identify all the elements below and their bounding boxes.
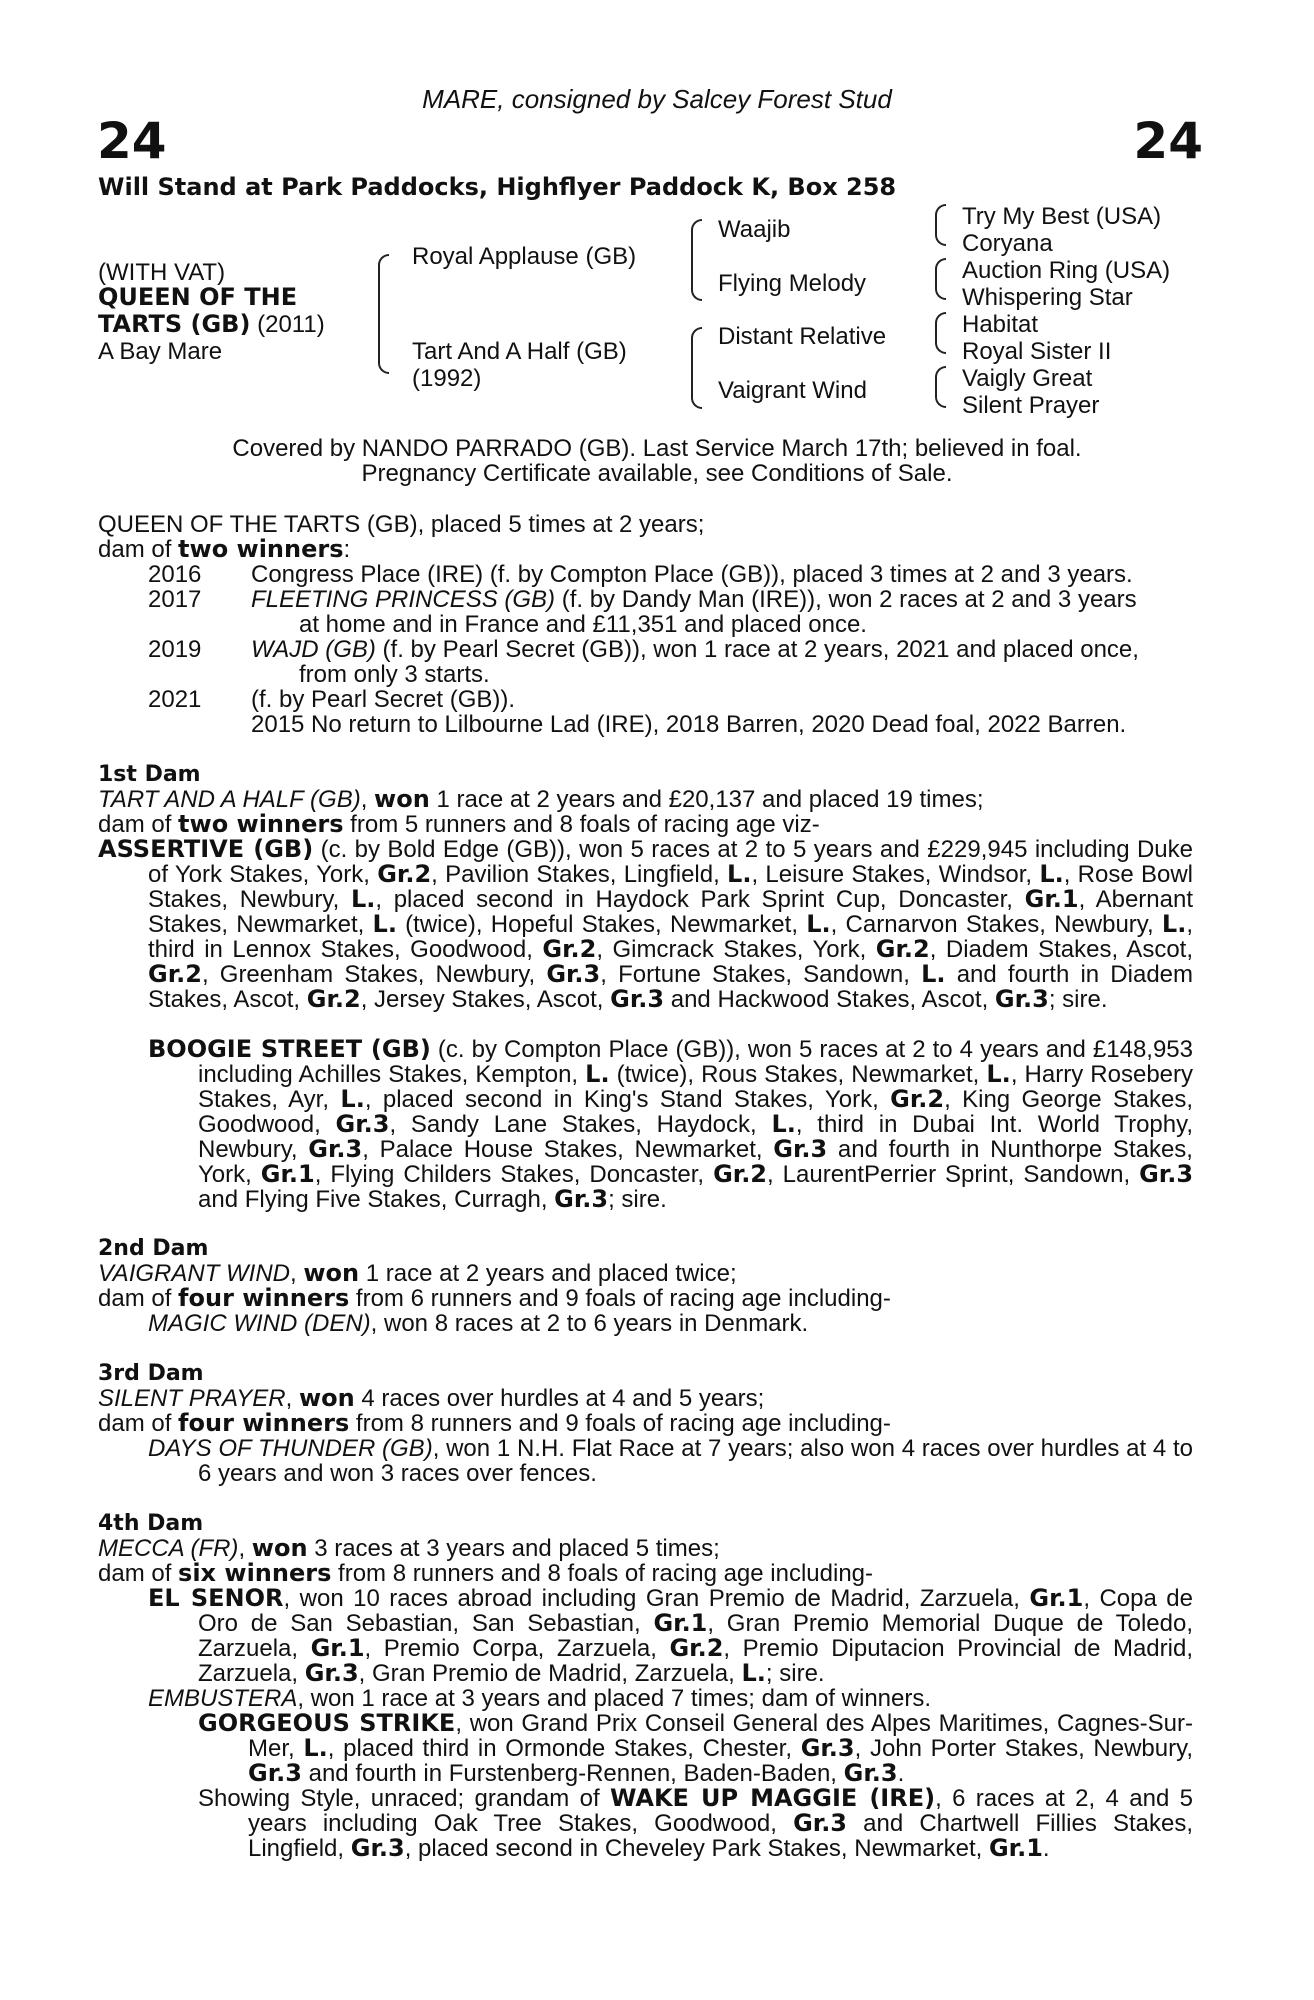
produce-year: 2016 xyxy=(148,561,202,588)
gen4-ancestor: Silent Prayer xyxy=(962,392,1100,419)
pedigree-brace-gen1 xyxy=(378,254,389,374)
sire-name: Royal Applause (GB) xyxy=(412,243,637,270)
produce-year: 2019 xyxy=(148,636,202,663)
runner-embustera: EMBUSTERA, won 1 race at 3 years and placed 7 times; dam of winners. xyxy=(148,1685,932,1712)
stand-location: Will Stand at Park Paddocks, Highflyer Paddock K, Box 258 xyxy=(98,173,897,201)
horse-name-line1: QUEEN OF THE xyxy=(98,283,298,311)
runner-showing-style: Showing Style, unraced; grandam of WAKE UP MAGGIE (IRE), 6 races at 2, 4 and 5 years including Oak Tree Stakes, Goodwood, Gr.3 and Chartwell Fillies Stakes, Lingfield, Gr.3, placed second in Cheveley Park Stakes, Newmarket, Gr.1. xyxy=(198,1784,1194,1862)
granddam-dam: Vaigrant Wind xyxy=(718,377,867,404)
section-heading-2nd-dam: 2nd Dam xyxy=(98,1236,209,1261)
runner-days-of-thunder: DAYS OF THUNDER (GB), won 1 N.H. Flat Race at 7 years; also won 4 races over hurdles at 4 to 6 years and won 3 races over fences. xyxy=(148,1435,1193,1487)
produce-entry: (f. by Pearl Secret (GB)). xyxy=(251,686,516,713)
dam-year: (1992) xyxy=(412,365,482,392)
pedigree-brace-g4-3 xyxy=(935,312,946,354)
grandsire-dam: Distant Relative xyxy=(718,323,887,350)
runner-boogie-street: BOOGIE STREET (GB) (c. by Compton Place (GB)), won 5 races at 2 to 4 years and £148,953 including Achilles Stakes, Kempton, L. (twice), Rous Stakes, Newmarket, L., Harry Rosebery Stakes, Ayr, L., placed second in King's Stand Stakes, York, Gr.2, King George Stakes, Goodwood, Gr.3, Sandy Lane Stakes, Haydock, L., third in Dubai Int. World Trophy, Newbury, Gr.3, Palace House Stakes, Newmarket, Gr.3 and fourth in Nunthorpe Stakes, York, Gr.1, Flying Childers Stakes, Doncaster, Gr.2, LaurentPerrier Sprint, Sandown, Gr.3 and Flying Five Stakes, Curragh, Gr.3; sire. xyxy=(148,1035,1194,1213)
gen4-ancestor: Habitat xyxy=(962,311,1039,338)
horse-description: A Bay Mare xyxy=(98,338,223,365)
gen4-ancestor: Royal Sister II xyxy=(962,338,1112,365)
produce-year: 2017 xyxy=(148,586,202,613)
fourth-dam-produce-intro: dam of six winners from 8 runners and 8 foals of racing age including- xyxy=(98,1559,874,1587)
produce-entry-cont: at home and in France and £11,351 and placed once. xyxy=(299,611,867,638)
third-dam-record: SILENT PRAYER, won 4 races over hurdles at 4 and 5 years; xyxy=(98,1384,765,1412)
pedigree-brace-g4-2 xyxy=(935,258,946,300)
dam-name: Tart And A Half (GB) xyxy=(412,338,627,365)
produce-entry-cont: from only 3 starts. xyxy=(299,661,490,688)
third-dam-produce-intro: dam of four winners from 8 runners and 9 foals of racing age including- xyxy=(98,1409,891,1437)
pedigree-brace-sire xyxy=(691,219,702,301)
gen4-ancestor: Coryana xyxy=(962,230,1053,257)
pedigree-brace-dam xyxy=(691,327,702,409)
pregnancy-note: Pregnancy Certificate available, see Conditions of Sale. xyxy=(361,460,953,487)
produce-entry: Congress Place (IRE) (f. by Compton Place (GB)), placed 3 times at 2 and 3 years. xyxy=(251,561,1133,588)
produce-note: 2015 No return to Lilbourne Lad (IRE), 2018 Barren, 2020 Dead foal, 2022 Barren. xyxy=(251,711,1127,738)
foaling-year: (2011) xyxy=(250,311,325,338)
gen4-ancestor: Vaigly Great xyxy=(962,365,1093,392)
second-dam-produce-intro: dam of four winners from 6 runners and 9 foals of racing age including- xyxy=(98,1284,891,1312)
fourth-dam-record: MECCA (FR), won 3 races at 3 years and placed 5 times; xyxy=(98,1534,720,1562)
gen4-ancestor: Auction Ring (USA) xyxy=(962,257,1171,284)
consignor-subtitle: MARE, consigned by Salcey Forest Stud xyxy=(422,84,892,114)
grandsire-sire: Waajib xyxy=(718,216,791,243)
pedigree-brace-g4-1 xyxy=(935,204,946,246)
first-dam-record: TART AND A HALF (GB), won 1 race at 2 years and £20,137 and placed 19 times; xyxy=(98,785,984,813)
pedigree-brace-g4-4 xyxy=(935,366,946,408)
section-heading-3rd-dam: 3rd Dam xyxy=(98,1361,204,1386)
gen4-ancestor: Try My Best (USA) xyxy=(962,203,1162,230)
first-dam-produce-intro: dam of two winners from 5 runners and 8 foals of racing age viz- xyxy=(98,810,820,838)
section-heading-4th-dam: 4th Dam xyxy=(98,1511,204,1536)
lot-number-left: 24 xyxy=(97,112,167,170)
covered-note: Covered by NANDO PARRADO (GB). Last Service March 17th; believed in foal. xyxy=(232,435,1082,462)
horse-name: TARTS (GB) xyxy=(98,310,251,338)
produce-year: 2021 xyxy=(148,686,202,713)
mare-record: QUEEN OF THE TARTS (GB), placed 5 times at 2 years; xyxy=(98,511,705,538)
vat-note: (WITH VAT) xyxy=(98,259,226,286)
produce-entry: FLEETING PRINCESS (GB) (f. by Dandy Man (IRE)), won 2 races at 2 and 3 years xyxy=(251,586,1137,613)
lot-number-right: 24 xyxy=(1133,112,1203,170)
produce-entry: WAJD (GB) (f. by Pearl Secret (GB)), won 1 race at 2 years, 2021 and placed once, xyxy=(251,636,1139,663)
runner-gorgeous-strike: GORGEOUS STRIKE, won Grand Prix Conseil General des Alpes Maritimes, Cagnes-Sur-Mer, L., placed third in Ormonde Stakes, Chester, Gr.3, John Porter Stakes, Newbury, Gr.3 and fourth in Furstenberg-Rennen, Baden-Baden, Gr.3. xyxy=(198,1709,1194,1787)
horse-name-line2 xyxy=(98,311,325,338)
mare-produce-intro: dam of two winners: xyxy=(98,535,351,563)
runner-magic-wind: MAGIC WIND (DEN), won 8 races at 2 to 6 years in Denmark. xyxy=(148,1310,809,1337)
runner-assertive: ASSERTIVE (GB) (c. by Bold Edge (GB)), won 5 races at 2 to 5 years and £229,945 including Duke of York Stakes, York, Gr.2, Pavilion Stakes, Lingfield, L., Leisure Stakes, Windsor, L., Rose Bowl Stakes, Newbury, L., placed second in Haydock Park Sprint Cup, Doncaster, Gr.1, Abernant Stakes, Newmarket, L. (twice), Hopeful Stakes, Newmarket, L., Carnarvon Stakes, Newbury, L., third in Lennox Stakes, Goodwood, Gr.2, Gimcrack Stakes, York, Gr.2, Diadem Stakes, Ascot, Gr.2, Greenham Stakes, Newbury, Gr.3, Fortune Stakes, Sandown, L. and fourth in Diadem Stakes, Ascot, Gr.2, Jersey Stakes, Ascot, Gr.3 and Hackwood Stakes, Ascot, Gr.3; sire. xyxy=(98,835,1194,1013)
section-heading-1st-dam: 1st Dam xyxy=(98,762,201,787)
gen4-ancestor: Whispering Star xyxy=(962,284,1133,311)
granddam-sire: Flying Melody xyxy=(718,270,867,297)
second-dam-record: VAIGRANT WIND, won 1 race at 2 years and placed twice; xyxy=(98,1259,737,1287)
runner-el-senor: EL SENOR, won 10 races abroad including Gran Premio de Madrid, Zarzuela, Gr.1, Copa de Oro de San Sebastian, San Sebastian, Gr.1, Gran Premio Memorial Duque de Toledo, Zarzuela, Gr.1, Premio Corpa, Zarzuela, Gr.2, Premio Diputacion Provincial de Madrid, Zarzuela, Gr.3, Gran Premio de Madrid, Zarzuela, L.; sire. xyxy=(148,1584,1194,1687)
